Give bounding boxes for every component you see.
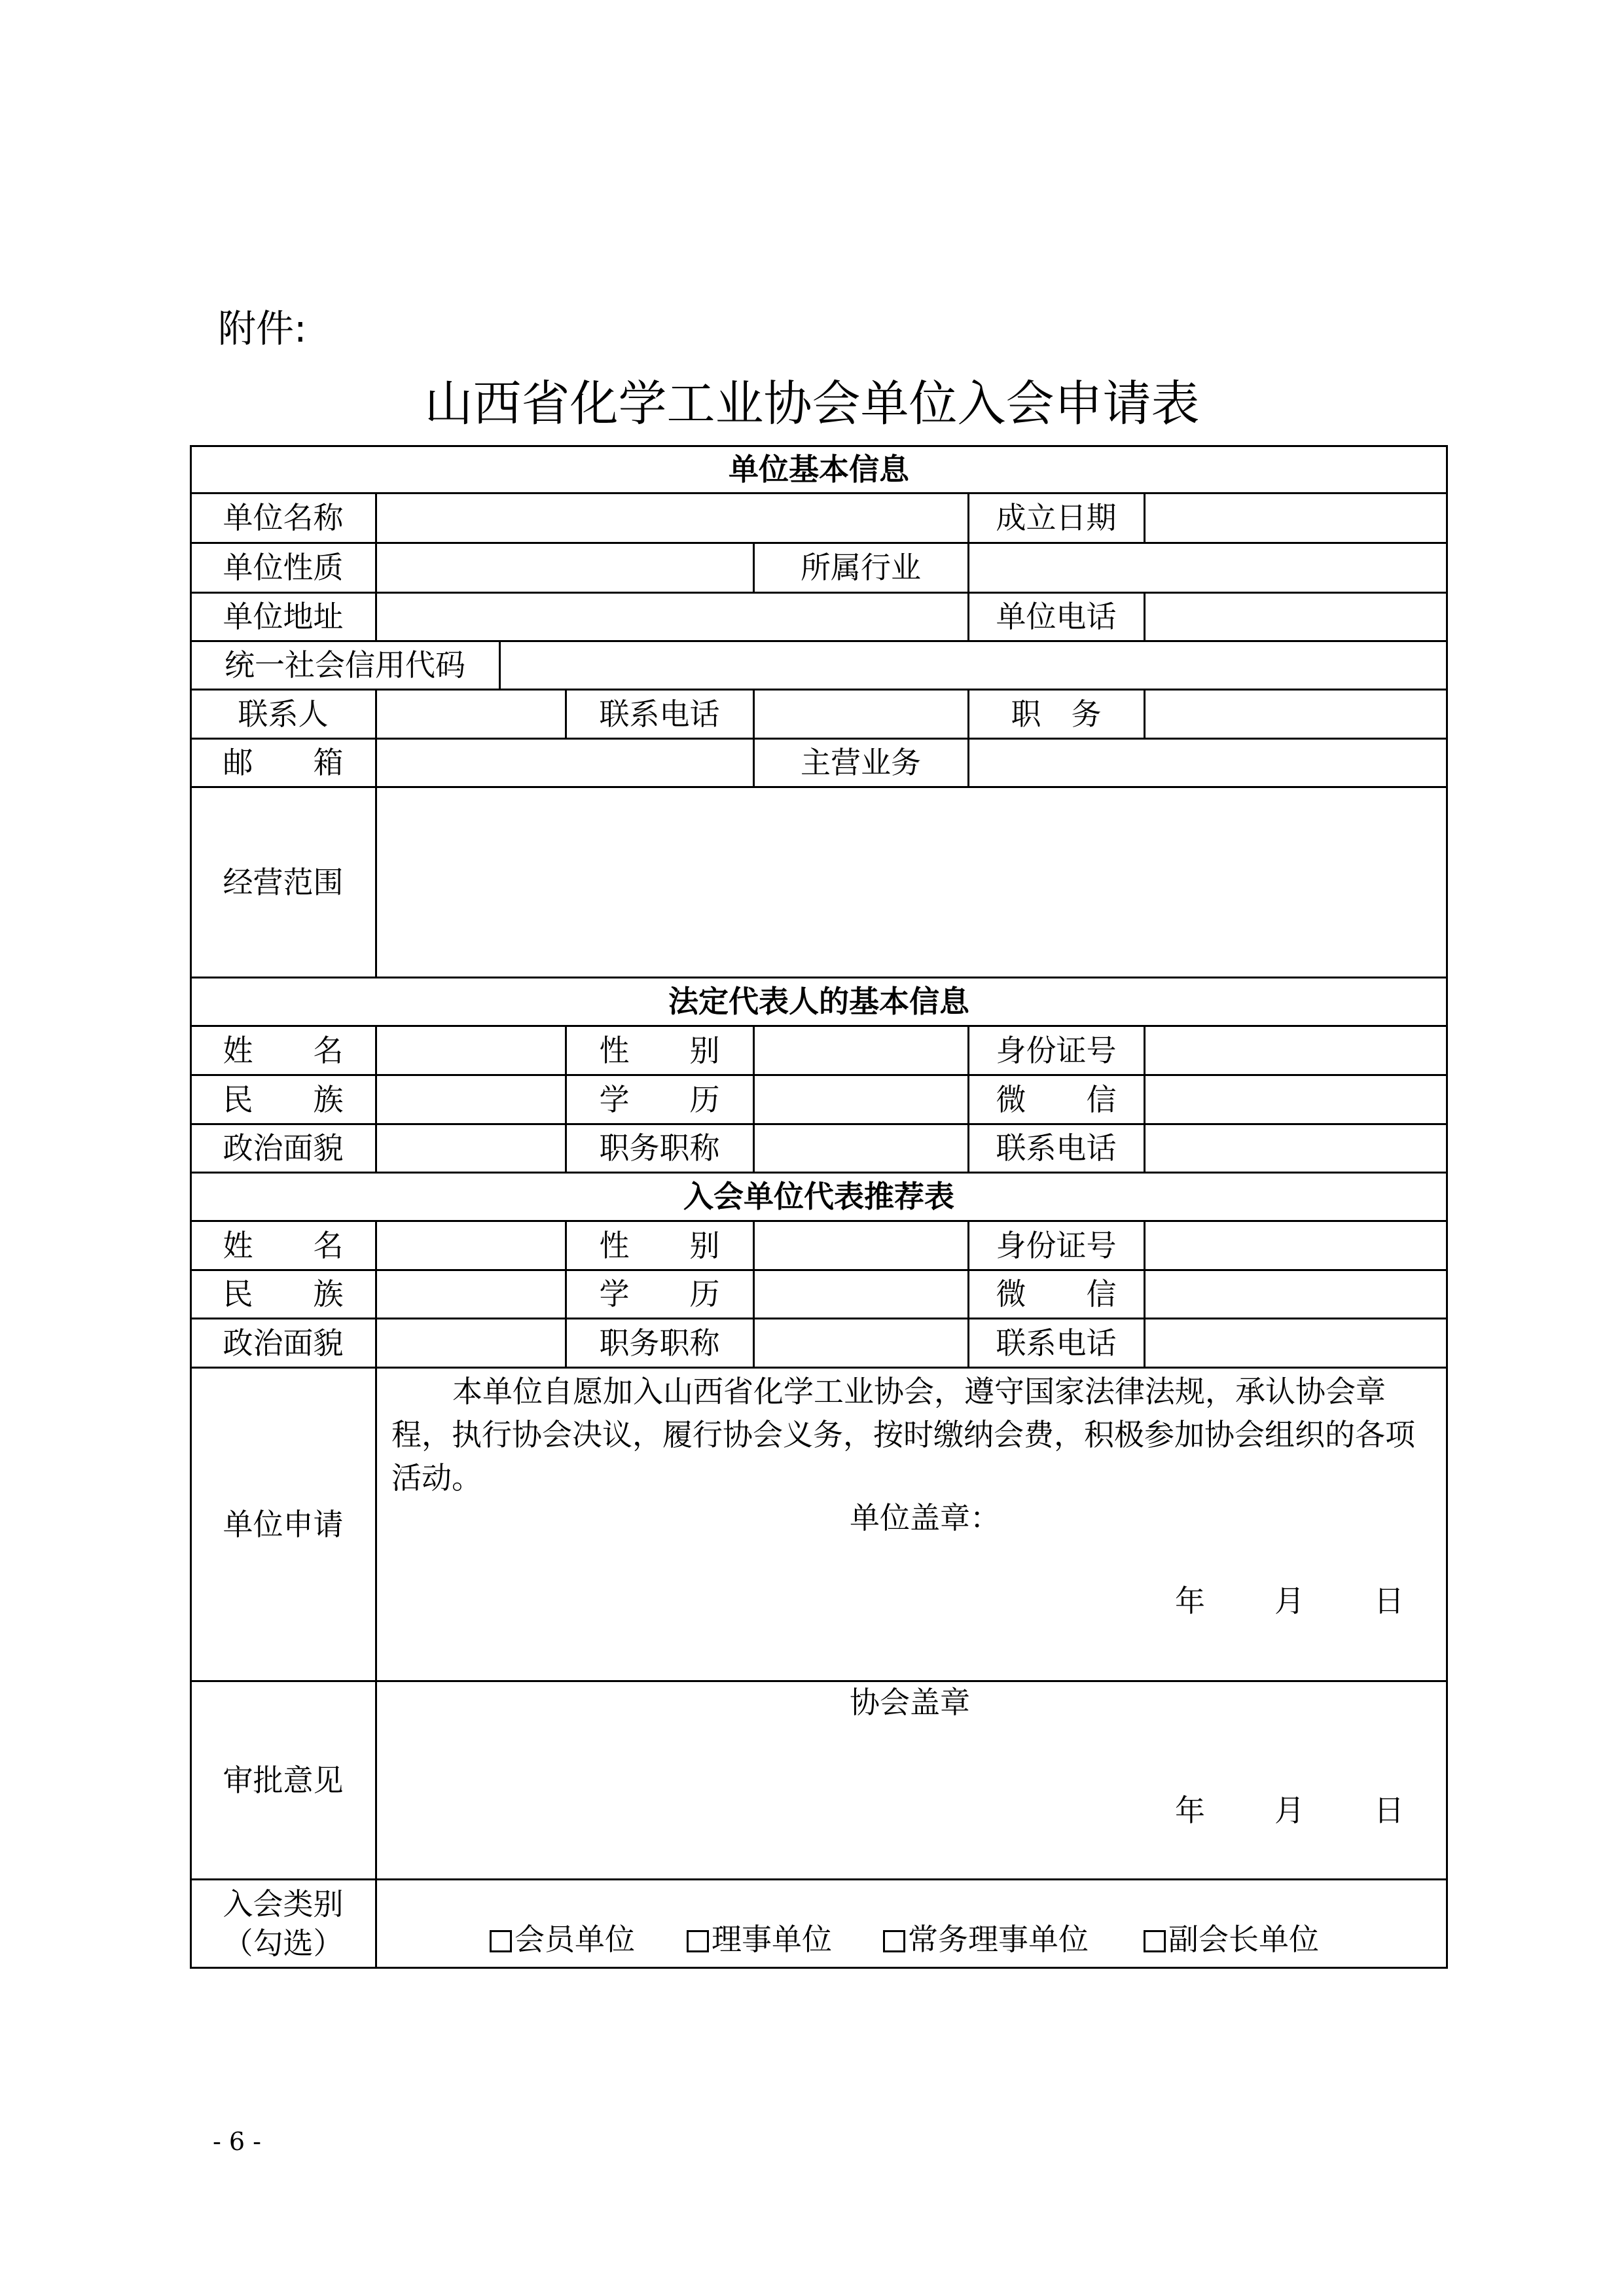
unit-date-year: 年 — [1175, 1583, 1205, 1619]
legal-rep-id-label: 身份证号 — [996, 1032, 1117, 1068]
member-type-option-member[interactable]: 会员单位 — [490, 1924, 635, 1954]
member-rep-id-label: 身份证号 — [996, 1227, 1117, 1263]
legal-rep-wechat-field[interactable] — [1146, 1076, 1446, 1123]
position-field[interactable] — [1146, 691, 1446, 738]
section-unit-basic-info: 单位基本信息 — [729, 452, 909, 487]
member-rep-gender-field[interactable] — [755, 1222, 967, 1269]
approval-date-year: 年 — [1175, 1793, 1205, 1828]
industry-field[interactable] — [969, 544, 1446, 592]
business-scope-label: 经营范围 — [223, 864, 344, 900]
legal-rep-education-label: 学 历 — [599, 1081, 720, 1117]
checkbox[interactable] — [490, 1930, 512, 1952]
member-rep-phone-field[interactable] — [1146, 1319, 1446, 1367]
legal-rep-title-label: 职务职称 — [599, 1130, 720, 1166]
contact-field[interactable] — [377, 691, 565, 738]
email-label: 邮 箱 — [223, 745, 344, 780]
unit-name-label: 单位名称 — [223, 500, 344, 535]
main-business-field[interactable] — [969, 740, 1446, 786]
unit-address-label: 单位地址 — [223, 599, 344, 634]
member-rep-name-field[interactable] — [377, 1222, 565, 1269]
legal-rep-name-field[interactable] — [377, 1027, 565, 1074]
approval-date-month: 月 — [1274, 1793, 1305, 1828]
legal-rep-id-field[interactable] — [1146, 1027, 1446, 1074]
unit-name-field[interactable] — [377, 494, 967, 542]
member-rep-political-label: 政治面貌 — [223, 1325, 344, 1361]
member-rep-gender-label: 性 别 — [599, 1227, 720, 1263]
member-rep-id-field[interactable] — [1146, 1222, 1446, 1269]
member-type-label-line2: （勾选） — [223, 1925, 344, 1961]
application-label: 单位申请 — [223, 1506, 344, 1542]
application-statement — [391, 1370, 1434, 1499]
member-rep-education-field[interactable] — [755, 1271, 967, 1318]
checkbox[interactable] — [687, 1930, 709, 1952]
legal-rep-political-field[interactable] — [377, 1125, 565, 1172]
legal-rep-phone-field[interactable] — [1146, 1125, 1446, 1172]
legal-rep-ethnicity-label: 民 族 — [223, 1081, 344, 1117]
member-type-option-vice-president[interactable]: 副会长单位 — [1144, 1924, 1319, 1954]
member-type-label-line1: 入会类别 — [223, 1886, 344, 1922]
member-type-option-director[interactable]: 理事单位 — [687, 1924, 832, 1954]
founded-date-label: 成立日期 — [996, 500, 1117, 535]
legal-rep-education-field[interactable] — [755, 1076, 967, 1123]
member-rep-wechat-label: 微 信 — [996, 1276, 1117, 1312]
unit-seal-label: 单位盖章： — [850, 1500, 1000, 1535]
legal-rep-phone-label: 联系电话 — [996, 1130, 1117, 1166]
section-legal-rep-info: 法定代表人的基本信息 — [668, 984, 969, 1019]
unit-date-month: 月 — [1274, 1583, 1305, 1619]
member-rep-education-label: 学 历 — [599, 1276, 720, 1312]
legal-rep-wechat-label: 微 信 — [996, 1081, 1117, 1117]
email-field[interactable] — [377, 740, 753, 786]
contact-phone-label: 联系电话 — [599, 696, 720, 732]
member-type-label — [190, 1878, 376, 1968]
unit-nature-label: 单位性质 — [223, 550, 344, 585]
assoc-seal-label: 协会盖章 — [850, 1685, 970, 1720]
legal-rep-title-field[interactable] — [755, 1125, 967, 1172]
legal-rep-gender-label: 性 别 — [599, 1032, 720, 1068]
unit-phone-label: 单位电话 — [996, 599, 1117, 634]
unit-date-day: 日 — [1374, 1583, 1404, 1619]
checkbox[interactable] — [1144, 1930, 1166, 1952]
contact-phone-field[interactable] — [755, 691, 967, 738]
unit-nature-field[interactable] — [377, 544, 753, 592]
founded-date-field[interactable] — [1146, 494, 1446, 542]
approval-label: 审批意见 — [223, 1762, 344, 1798]
credit-code-field[interactable] — [501, 642, 1446, 689]
member-rep-phone-label: 联系电话 — [996, 1325, 1117, 1361]
page-number: - 6 - — [213, 2127, 262, 2156]
form-title: 山西省化学工业协会单位入会申请表 — [424, 376, 1200, 432]
unit-phone-field[interactable] — [1146, 594, 1446, 640]
unit-address-field[interactable] — [377, 594, 967, 640]
member-rep-ethnicity-label: 民 族 — [223, 1276, 344, 1312]
credit-code-label: 统一社会信用代码 — [225, 647, 465, 683]
section-member-rep-recommend: 入会单位代表推荐表 — [683, 1179, 954, 1214]
business-scope-field[interactable] — [377, 788, 1446, 977]
member-rep-title-label: 职务职称 — [599, 1325, 720, 1361]
member-rep-wechat-field[interactable] — [1146, 1271, 1446, 1318]
member-type-option-standing-director[interactable]: 常务理事单位 — [883, 1924, 1089, 1954]
member-rep-title-field[interactable] — [755, 1319, 967, 1367]
legal-rep-name-label: 姓 名 — [223, 1032, 344, 1068]
member-rep-political-field[interactable] — [377, 1319, 565, 1367]
industry-label: 所属行业 — [801, 550, 921, 585]
checkbox[interactable] — [883, 1930, 905, 1952]
legal-rep-gender-field[interactable] — [755, 1027, 967, 1074]
member-rep-name-label: 姓 名 — [223, 1227, 344, 1263]
legal-rep-ethnicity-field[interactable] — [377, 1076, 565, 1123]
legal-rep-political-label: 政治面貌 — [223, 1130, 344, 1166]
contact-label: 联系人 — [238, 696, 329, 732]
attachment-label: 附件: — [218, 306, 307, 351]
member-rep-ethnicity-field[interactable] — [377, 1271, 565, 1318]
application-text: 本单位自愿加入山西省化学工业协会，遵守国家法律法规，承认协会章程，执行协会决议，履行协会义务，按时缴纳会费，积极参加协会组织的各项活动。 — [391, 1374, 1415, 1496]
approval-date-day: 日 — [1374, 1793, 1404, 1828]
position-label: 职 务 — [1011, 696, 1102, 732]
main-business-label: 主营业务 — [801, 745, 921, 780]
